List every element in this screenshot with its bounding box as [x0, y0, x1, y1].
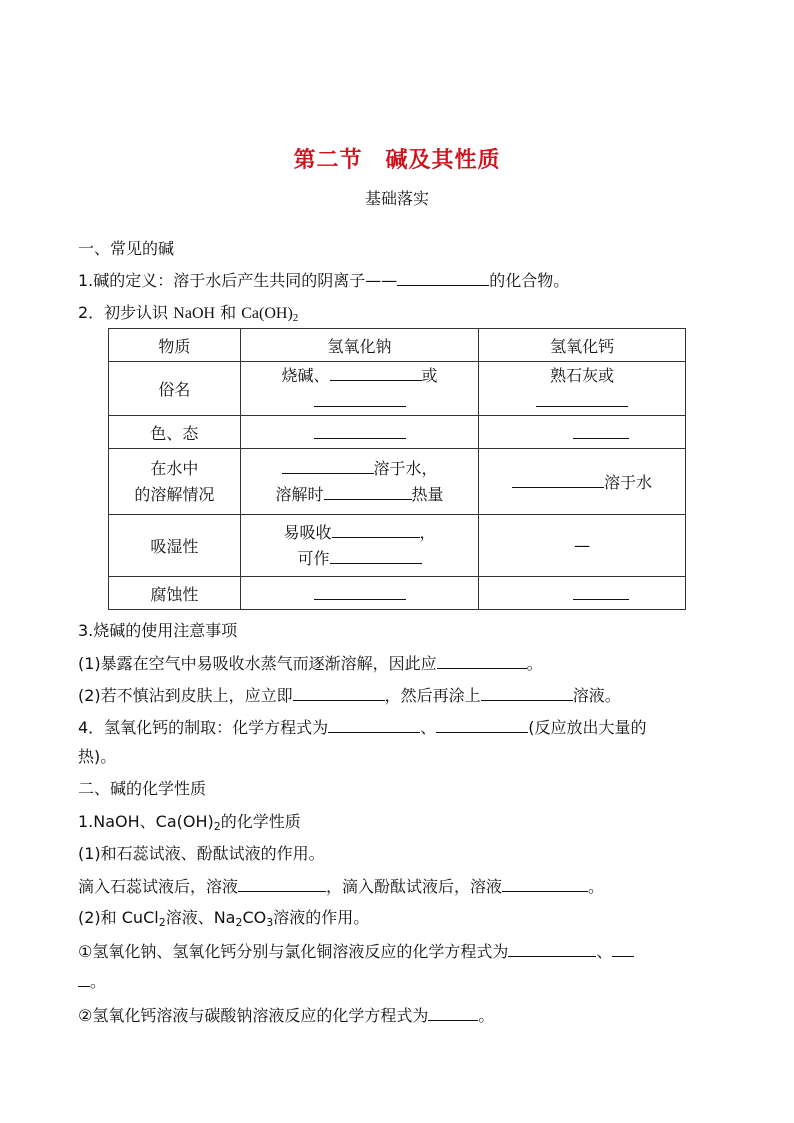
question-text: ②氢氧化钙溶液与碳酸钠溶液反应的化学方程式为 [78, 1006, 429, 1025]
table-row-corrosive [109, 577, 686, 610]
cell-text: 在水中 [150, 458, 199, 478]
answer-blank[interactable] [332, 521, 420, 538]
cell-text: 易吸收 [283, 522, 332, 542]
page-subtitle: 基础落实 [364, 189, 429, 208]
answer-blank[interactable] [437, 652, 527, 669]
table-row-common-name [109, 362, 686, 416]
cell-text: 溶于水 [604, 473, 653, 492]
question-text: 溶液。 [572, 686, 621, 705]
subscript: 3 [266, 916, 274, 929]
header-caoh: 氢氧化钙 [479, 329, 686, 362]
question-text: 的化合物。 [489, 271, 570, 290]
answer-blank[interactable] [573, 583, 629, 600]
question-text: 、 [596, 942, 613, 961]
header-substance: 物质 [109, 329, 241, 362]
answer-blank[interactable] [536, 390, 628, 407]
answer-blank[interactable] [238, 875, 326, 892]
question-text: 4．氢氧化钙的制取：化学方程式为 [78, 718, 329, 737]
question-text: (2)和 CuCl [78, 908, 159, 927]
question-text: 、 [420, 718, 437, 737]
answer-blank[interactable] [78, 970, 90, 987]
question-text: ，然后再涂上 [384, 686, 481, 705]
cell-text: 的溶解情况 [134, 484, 215, 504]
page-title: 第二节 碱及其性质 [293, 148, 501, 173]
caoh-color-state-cell [479, 416, 686, 449]
naoh-common-name-cell [240, 362, 479, 416]
question-text: 。 [526, 654, 543, 673]
properties-table [108, 328, 686, 610]
question-caoh-preparation [78, 716, 646, 739]
answer-blank[interactable] [502, 875, 588, 892]
subscript: 2 [158, 916, 166, 929]
subscript: 2 [235, 916, 243, 929]
naoh-color-state-cell [240, 416, 479, 449]
question-caustic-skin-contact [78, 684, 621, 707]
caoh-hygroscopic-cell: — [479, 515, 686, 577]
question-na2co3-equation [78, 1004, 494, 1027]
answer-blank[interactable] [328, 716, 420, 733]
cell-text: 热量 [411, 484, 444, 504]
cell-text: 或 [421, 365, 438, 385]
subscript: 2 [213, 820, 221, 833]
question-base-definition [78, 269, 569, 292]
answer-blank[interactable] [397, 269, 489, 286]
caoh-common-name-cell [479, 362, 686, 416]
question-text: 。 [90, 972, 107, 991]
question-cucl2-equation [78, 940, 634, 963]
answer-blank[interactable] [293, 684, 385, 701]
answer-blank[interactable] [436, 716, 528, 733]
header-naoh: 氢氧化钠 [240, 329, 479, 362]
question-text: ，滴入酚酞试液后，溶液 [326, 877, 503, 896]
answer-blank[interactable] [324, 483, 412, 500]
question-cucl2-equation-continued [78, 970, 106, 993]
question-text: (2)若不慎沾到皮肤上，应立即 [78, 686, 293, 705]
question-text: 。 [588, 877, 605, 896]
subscript: 2 [292, 312, 299, 324]
row-label: 色、态 [109, 416, 241, 449]
naoh-hygroscopic-cell [240, 515, 479, 577]
question-text: 1.碱的定义：溶于水后产生共同的阴离子—— [78, 271, 398, 290]
answer-blank[interactable] [282, 457, 374, 474]
cell-text: 可作 [297, 548, 330, 568]
formula-caoh: Ca(OH) [241, 305, 293, 322]
table-row-hygroscopic [109, 515, 686, 577]
question-salt-reaction [78, 907, 369, 929]
question-text: 2．初步认识 [78, 303, 174, 322]
answer-blank[interactable] [330, 364, 422, 381]
cell-text: 烧碱、 [281, 365, 330, 385]
question-text: 的化学性质 [220, 812, 301, 831]
question-text: 溶液的作用。 [273, 908, 370, 927]
question-indicator-reaction: (1)和石蕊试液、酚酞试液的作用。 [78, 844, 325, 863]
question-text: ①氢氧化钠、氢氧化钙分别与氯化铜溶液反应的化学方程式为 [78, 942, 509, 961]
cell-text: 熟石灰或 [550, 365, 615, 385]
answer-blank[interactable] [508, 940, 596, 957]
cell-text: 溶于水， [373, 458, 438, 478]
table-row-dissolution [109, 449, 686, 515]
naoh-dissolution-cell [240, 449, 479, 515]
row-label: 腐蚀性 [109, 577, 241, 610]
formula-naoh: NaOH [173, 305, 216, 322]
question-indicator-color [78, 875, 604, 898]
answer-blank[interactable] [573, 422, 629, 439]
question-caustic-storage [78, 652, 543, 675]
answer-blank[interactable] [314, 422, 406, 439]
table-header-row [109, 329, 686, 362]
question-caoh-preparation-continued: 热)。 [78, 747, 117, 766]
answer-blank[interactable] [612, 940, 634, 957]
section-heading-common-bases: 一、常见的碱 [78, 239, 175, 258]
answer-blank[interactable] [314, 390, 406, 407]
answer-blank[interactable] [481, 684, 573, 701]
answer-blank[interactable] [314, 583, 406, 600]
question-text: (1)暴露在空气中易吸收水蒸气而逐渐溶解，因此应 [78, 654, 437, 673]
question-text: (反应放出大量的 [528, 718, 647, 737]
question-text: 滴入石蕊试液后，溶液 [78, 877, 239, 896]
row-label: 吸湿性 [109, 515, 241, 577]
answer-blank[interactable] [428, 1004, 478, 1021]
question-text: CO [242, 908, 267, 927]
answer-blank[interactable] [330, 547, 422, 564]
question-text: 和 [215, 303, 242, 322]
answer-blank[interactable] [512, 471, 604, 488]
caoh-corrosive-cell [479, 577, 686, 610]
section-heading-caustic-soda-notes: 3.烧碱的使用注意事项 [78, 621, 238, 640]
subheading-naoh-caoh-properties [78, 811, 301, 833]
question-text: 1.NaOH、Ca(OH) [78, 812, 214, 831]
question-text: 溶液、Na [165, 908, 236, 927]
table-row-color-state [109, 416, 686, 449]
question-text: 。 [478, 1006, 495, 1025]
cell-text: 溶解时 [275, 484, 324, 504]
naoh-corrosive-cell [240, 577, 479, 610]
section-heading-chemical-properties: 二、碱的化学性质 [78, 779, 207, 798]
caoh-dissolution-cell [479, 449, 686, 515]
question-naoh-caoh-intro [78, 302, 298, 325]
cell-text: ， [419, 522, 436, 542]
row-label [109, 449, 241, 515]
row-label: 俗名 [109, 362, 241, 416]
